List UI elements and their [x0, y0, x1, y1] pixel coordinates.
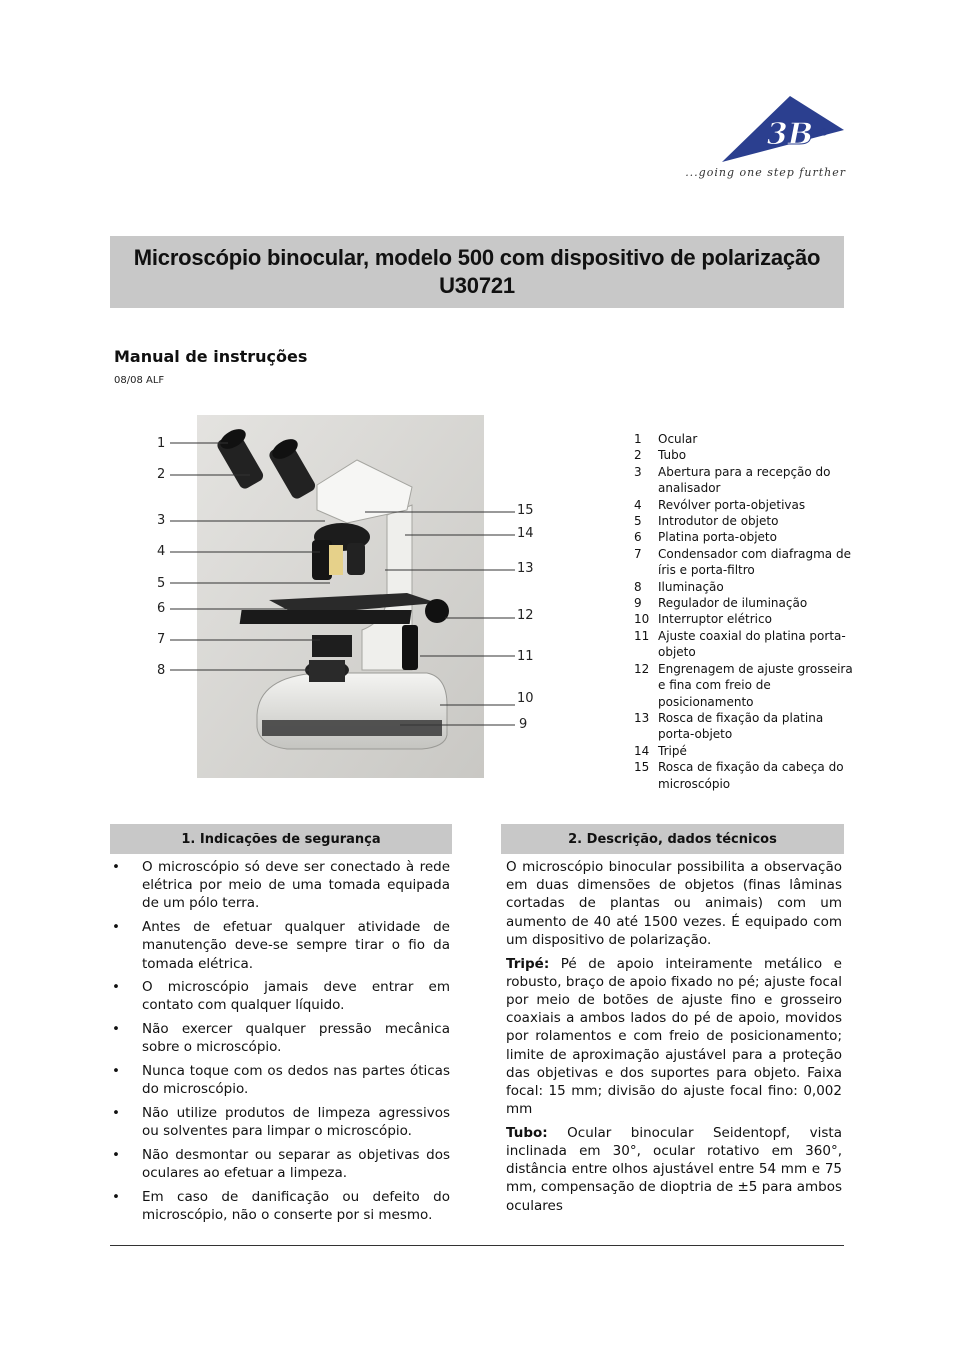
- callout-8: 8: [157, 663, 166, 678]
- part-label: Tripé: [658, 743, 687, 758]
- part-label: Iluminação: [658, 579, 724, 594]
- callout-5: 5: [157, 576, 166, 591]
- part-number: 12: [634, 661, 650, 676]
- callout-12: 12: [517, 608, 534, 623]
- part-number: 4: [634, 497, 642, 512]
- document-date: 08/08 ALF: [114, 375, 165, 386]
- part-number: 2: [634, 448, 642, 463]
- part-number: 3: [634, 464, 642, 479]
- part-label: Rosca de fixação da cabeça do microscópio: [658, 760, 844, 791]
- callout-10: 10: [517, 691, 534, 706]
- callout-9: 9: [519, 717, 528, 732]
- list-item: [110, 918, 450, 973]
- list-item: [634, 579, 854, 595]
- part-number: 11: [634, 628, 650, 643]
- tubo-label: Tubo:: [506, 1124, 548, 1141]
- list-item: [634, 431, 854, 447]
- tripe-text: Pé de apoio inteiramente metálico e robusto, braço de apoio fixado no pé; ajuste focal por meio de botões de ajuste fino e grosseiro coaxiais a ambos lados do pé de apoio, movidos por rolamentos e com freio de posicionamento; limite de aproximação ajustável para a proteção das objetivas e dos suportes para objeto. Faixa focal: 15 mm; divisão do ajuste focal fino: 0,002 mm: [506, 955, 842, 1118]
- list-item: [110, 858, 450, 913]
- callout-15: 15: [517, 503, 534, 518]
- list-item: [634, 464, 854, 497]
- callout-11: 11: [517, 649, 534, 664]
- part-label: Tubo: [658, 448, 687, 463]
- bullet-icon: •: [112, 1146, 120, 1163]
- bullet-text: O microscópio só deve ser conectado à rede elétrica por meio de uma tomada equipada de um pólo terra.: [142, 859, 450, 912]
- part-number: 13: [634, 710, 650, 725]
- bullet-text: Não utilize produtos de limpeza agressivos ou solventes para limpar o microscópio.: [142, 1104, 450, 1140]
- title-box: [110, 236, 844, 308]
- part-label: Ocular: [658, 432, 698, 446]
- bullet-icon: •: [112, 1063, 120, 1080]
- list-item: [634, 628, 854, 661]
- list-item: [634, 497, 854, 513]
- list-item: [634, 611, 854, 627]
- bullet-icon: •: [112, 1104, 120, 1121]
- list-item: [110, 1188, 450, 1224]
- page-title: Microscópio binocular, modelo 500 com dispositivo de polarização: [133, 245, 821, 270]
- manual-heading: Manual de instruções: [114, 347, 308, 366]
- list-item: [634, 529, 854, 545]
- product-code: U30721: [439, 273, 515, 298]
- bullet-text: Antes de efetuar qualquer atividade de manutenção deve-se sempre tirar o fio da tomada elétrica.: [142, 919, 450, 972]
- tripe-label: Tripé:: [506, 955, 550, 972]
- list-item: [110, 1062, 450, 1098]
- list-item: [634, 595, 854, 611]
- part-number: 5: [634, 514, 642, 529]
- callout-4: 4: [157, 544, 166, 559]
- list-item: [634, 743, 854, 759]
- list-item: [634, 759, 854, 792]
- list-item: [634, 661, 854, 710]
- list-item: [110, 1146, 450, 1182]
- logo-tagline: ...going one step further: [685, 166, 846, 179]
- section-heading-description: 2. Descrição, dados técnicos: [501, 824, 844, 854]
- list-item: [634, 513, 854, 529]
- callout-13: 13: [517, 561, 534, 576]
- bullet-text: Em caso de danificação ou defeito do microscópio, não o conserte por si mesmo.: [142, 1188, 450, 1223]
- bullet-icon: •: [112, 1188, 120, 1205]
- part-label: Introdutor de objeto: [658, 514, 779, 529]
- callout-lines: [150, 415, 550, 778]
- svg-text:3B: 3B: [766, 117, 814, 152]
- callout-2: 2: [157, 467, 166, 482]
- list-item: [634, 447, 854, 463]
- callout-1: 1: [157, 436, 166, 451]
- bullet-icon: •: [112, 859, 120, 875]
- callout-6: 6: [157, 601, 166, 616]
- part-number: 9: [634, 596, 642, 611]
- part-number: 6: [634, 530, 642, 545]
- part-number: 14: [634, 743, 650, 758]
- part-label: Revólver porta-objetivas: [658, 497, 806, 512]
- tubo-text: Ocular binocular Seidentopf, vista inclinada em 30°, ocular rotativo em 360°, distância entre olhos ajustável entre 54 mm e 75 mm, compensação de dioptria de ±5 para ambos oculares: [506, 1124, 842, 1214]
- bullet-text: O microscópio jamais deve entrar em contato com qualquer líquido.: [142, 979, 450, 1014]
- part-label: Condensador com diafragma de íris e porta-filtro: [658, 546, 851, 578]
- parts-list: [634, 431, 854, 792]
- part-number: 10: [634, 612, 650, 627]
- callout-3: 3: [157, 513, 166, 528]
- description-text: [506, 858, 842, 1220]
- bullet-icon: •: [112, 919, 120, 936]
- part-number: 15: [634, 760, 650, 775]
- list-item: [110, 978, 450, 1014]
- list-item: [110, 1020, 450, 1056]
- bullet-text: Não exercer qualquer pressão mecânica sobre o microscópio.: [142, 1021, 450, 1056]
- section-heading-safety: 1. Indicações de segurança: [110, 824, 452, 854]
- safety-list: [110, 858, 450, 1230]
- part-number: 1: [634, 432, 642, 446]
- bullet-text: Nunca toque com os dedos nas partes óticas do microscópio.: [142, 1063, 450, 1098]
- callout-7: 7: [157, 632, 166, 647]
- part-number: 7: [634, 546, 642, 561]
- intro-paragraph: O microscópio binocular possibilita a observação em duas dimensões de objetos (finas lâminas cortadas de plantas ou animais) com um aumento de 40 até 1500 vezes. É equipado com um dispositivo de polarização.: [506, 859, 842, 948]
- tripe-paragraph: [506, 955, 842, 1119]
- list-item: [634, 710, 854, 743]
- part-label: Abertura para a recepção do analisador: [658, 464, 831, 496]
- list-item: [634, 546, 854, 579]
- part-label: Engrenagem de ajuste grosseira e fina com freio de posicionamento: [658, 661, 853, 709]
- part-label: Rosca de fixação da platina porta-objeto: [658, 710, 824, 742]
- part-label: Interruptor elétrico: [658, 612, 772, 627]
- part-label: Platina porta-objeto: [658, 530, 777, 545]
- tubo-paragraph: [506, 1124, 842, 1215]
- part-number: 8: [634, 579, 642, 594]
- list-item: [110, 1104, 450, 1140]
- footer-divider: [110, 1245, 844, 1246]
- callout-14: 14: [517, 526, 534, 541]
- part-label: Ajuste coaxial do platina porta-objeto: [658, 628, 846, 660]
- bullet-text: Não desmontar ou separar as objetivas dos oculares ao efetuar a limpeza.: [142, 1146, 450, 1182]
- bullet-icon: •: [112, 1021, 120, 1038]
- part-label: Regulador de iluminação: [658, 596, 808, 611]
- bullet-icon: •: [112, 979, 120, 996]
